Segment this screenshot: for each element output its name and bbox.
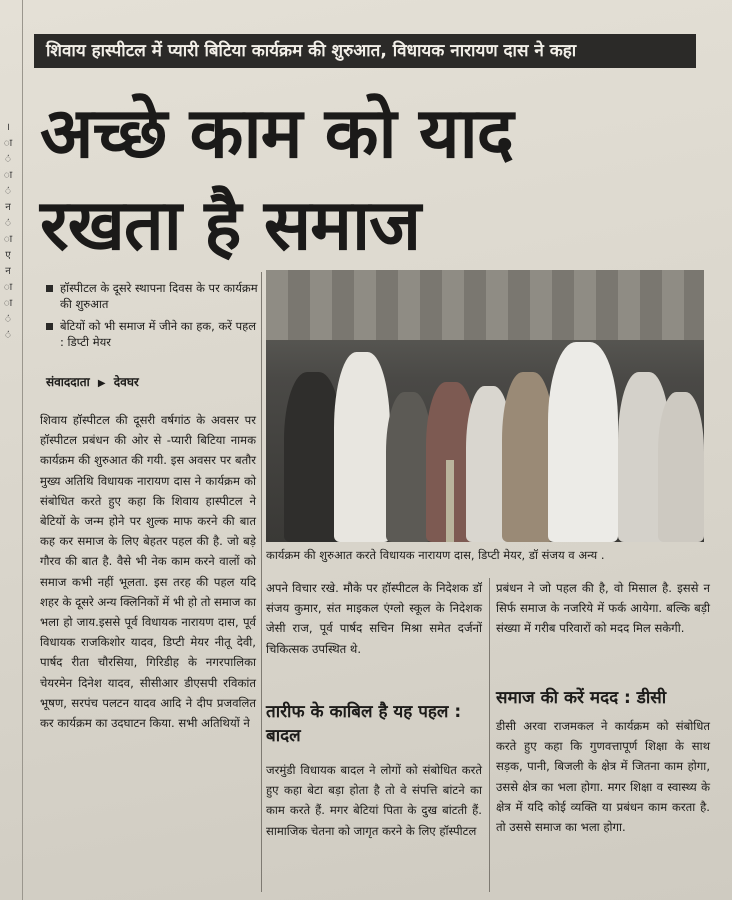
subheading-dc: समाज की करें मदद : डीसी (496, 688, 667, 708)
photo-caption: कार्यक्रम की शुरुआत करते विधायक नारायण दास, डिप्टी मेयर, डॉ संजय व अन्य . (266, 548, 605, 562)
article-column-3b: डीसी अरवा राजमकल ने कार्यक्रम को संबोधित करते हुए कहा कि गुणवत्तापूर्ण शिक्षा के साथ सड़क, पानी, बिजली के क्षेत्र में जितना काम होगा, उससे क्षेत्र का भला होगा. मगर शिक्षा व स्वास्थ्य के क्षेत्र में यदि कोई व्यक्ति या प्रबंधन काम करता है. तो उससे समाज का भला होगा. (496, 719, 710, 835)
news-photo (266, 270, 704, 542)
headline-line-2: रखता है समाज (40, 183, 421, 266)
byline (46, 373, 139, 390)
article-column-1: शिवाय हॉस्पीटल की दूसरी वर्षगांठ के अवसर पर हॉस्पीटल प्रबंधन की ओर से -प्यारी बिटिया नामक कार्यक्रम की शुरुआत की गयी. इस अवसर पर बतौर मुख्य अतिथि विधायक नारायण दास ने कार्यक्रम को संबोधित करते हुए कहा कि शिवाय हास्पीटल ने बेटियों के जन्म होने पर शुल्क माफ करने की बात कह कर समाज के लिए बेहतर पहल की है. जो बड़े गौरव की बात है. वैसे भी नेक काम करने वालों को समाज कभी नहीं भूलता. इस तरह की पहल यदि शहर के दूसरे अन्य क्लिनिकों में भी हो तो समाज का भला हो जाय.इससे पूर्व विधायक नारायण दास, पूर्व विधायक राजकिशोर यादव, डिप्टी मेयर नीतू देवी, पार्षद रीता चौरसिया, गिरिडीह के नगरपालिका चेयरमेन दिनेश यादव, सीसीआर डीएसपी रविकांत भूषण, सरपंच पलटन यादव आदि ने दीप प्रजवलित कर कार्यक्रम का उदघाटन किया. सभी अतिथियों ने (40, 413, 256, 731)
article-column-2b: जरमुंडी विधायक बादल ने लोगों को संबोधित करते हुए कहा बेटा बड़ा होता है तो वे संपत्ति बांटने का काम करते हैं. मगर बेटियां पिता के दुख बांटती हैं. सामाजिक चेतना को जागृत करने के लिए हॉस्पीटल (266, 763, 482, 838)
strap-headline: शिवाय हास्पीटल में प्यारी बिटिया कार्यक्रम की शुरुआत, विधायक नारायण दास ने कहा (34, 34, 696, 68)
stage-backdrop (266, 270, 704, 340)
adjacent-column-fragment: । ा ं ा ं न ं ा ए न ा ा ं ं (3, 122, 13, 341)
photo-person (658, 392, 704, 542)
summary-bullet: हॉस्पीटल के दूसरे स्थापना दिवस के पर कार्यक्रम की शुरुआत (46, 280, 258, 312)
dateline-place: देवघर (113, 375, 139, 389)
column-divider (489, 578, 490, 892)
article-column-3: प्रबंधन ने जो पहल की है, वो मिसाल है. इससे न सिर्फ समाज के नजरिये में फर्क आयेगा. बल्कि बड़ी संख्या में गरीब परिवारों को मदद मिल सकेगी. (496, 581, 710, 636)
photo-person (502, 372, 554, 542)
column-divider (22, 0, 23, 900)
headline-line-1: अच्छे काम को याद (40, 91, 513, 174)
column-divider (261, 272, 262, 892)
summary-bullets (46, 280, 258, 356)
subheading-badal: तारीफ के काबिल है यह पहल : बादल (266, 702, 462, 746)
summary-bullet: बेटियों को भी समाज में जीने का हक, करें पहल : डिप्टी मेयर (46, 318, 258, 350)
photo-person (548, 342, 618, 542)
photo-person (334, 352, 390, 542)
reporter-label: संवाददाता (46, 375, 90, 389)
ceremonial-lamp (446, 460, 454, 542)
arrow-icon: ▶ (97, 378, 106, 389)
article-column-2: अपने विचार रखे. मौके पर हॉस्पीटल के निदेशक डॉ संजय कुमार, संत माइकल एंग्लो स्कूल के निदेशक जेसी राज, पूर्व पार्षद सचिन मिश्रा समेत दर्जनों चिकित्सक उपस्थित थे. (266, 581, 482, 656)
